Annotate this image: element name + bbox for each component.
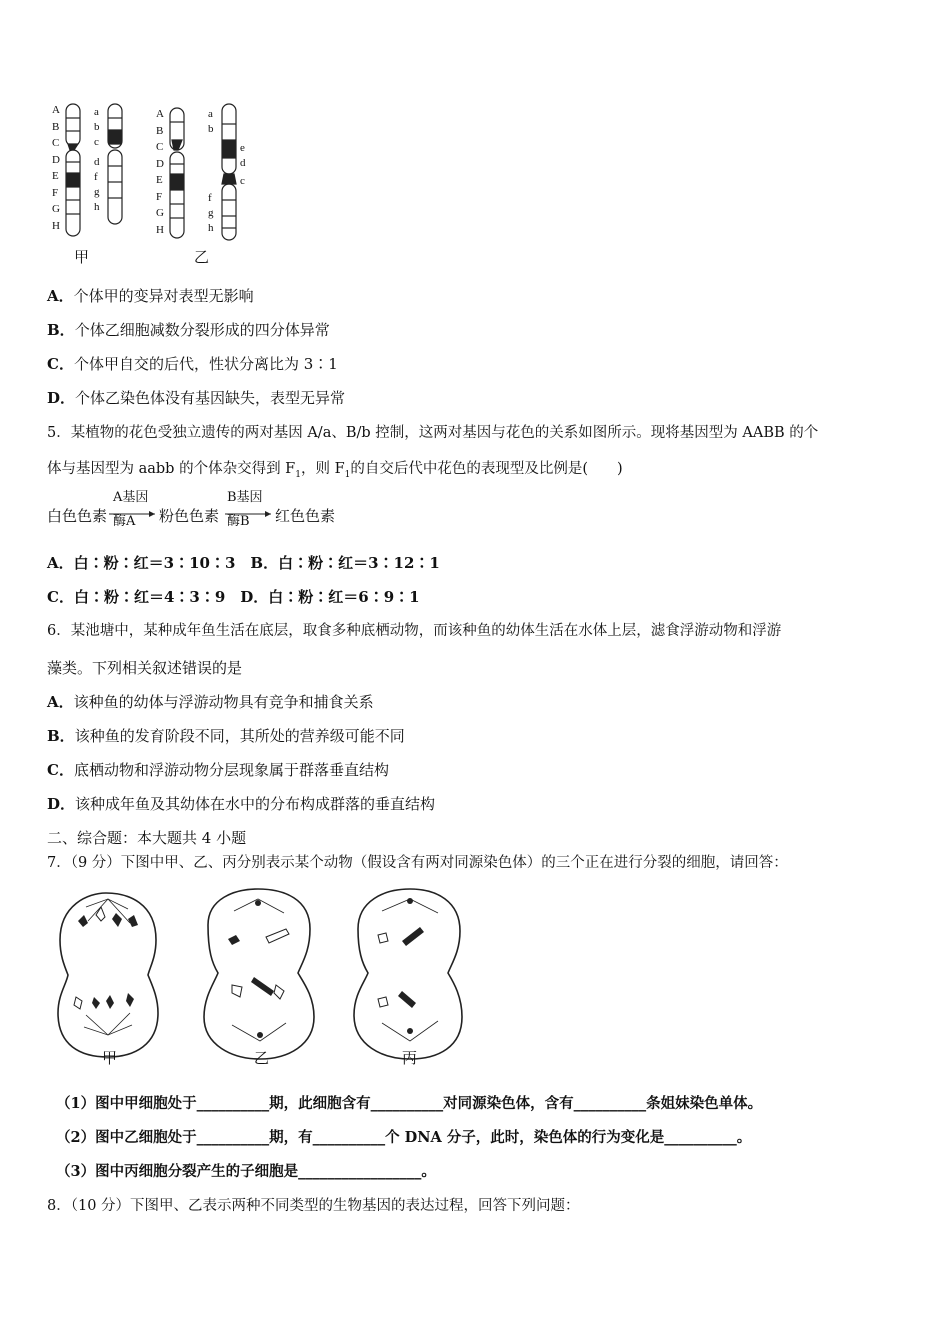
chromosome-figure	[40, 100, 260, 270]
q7-sub2: （2）图中乙细胞处于__________期，有__________个 DNA 分子，此时，染色体的行为变化是__________。	[56, 1129, 752, 1146]
option-text: 该种成年鱼及其幼体在水中的分布构成群落的垂直结构	[75, 795, 436, 813]
option-key: C．	[47, 761, 74, 779]
gene-b-label: B基因	[227, 490, 263, 505]
gene-label: h	[94, 201, 100, 213]
option-key: B．	[47, 727, 75, 745]
cell-jia-chromosomes	[74, 907, 138, 1009]
q6-stem-line2: 藻类。下列相关叙述错误的是	[47, 659, 243, 677]
gene-label: c	[94, 136, 99, 148]
gene-label: C	[156, 141, 164, 153]
gene-label: A	[156, 108, 164, 120]
q7-sub1: （1）图中甲细胞处于__________期，此细胞含有__________对同源染色体，含有__________条姐妹染色单体。	[56, 1095, 763, 1112]
gene-label: h	[208, 222, 214, 234]
cell-jia	[58, 893, 158, 1057]
chromosome-jia-right	[108, 104, 122, 224]
enzyme-b-label: 酶B	[227, 514, 250, 529]
gene-label: D	[52, 153, 60, 166]
option-text: 个体甲自交的后代，性状分离比为 3∶1	[73, 355, 338, 373]
option-text: 该种鱼的发育阶段不同，其所处的营养级可能不同	[74, 727, 405, 745]
gene-label: D	[156, 157, 164, 170]
cell-division-figure	[48, 885, 468, 1070]
subscript: 1	[295, 469, 301, 480]
q7-stem: 7．（9 分）下图中甲、乙、丙分别表示某个动物（假设含有两对同源染色体）的三个正在进行分裂的细胞，请回答：	[47, 855, 788, 871]
option-text: 该种鱼的幼体与浮游动物具有竞争和捕食关系	[73, 693, 374, 711]
q8-stem: 8．（10 分）下图甲、乙表示两种不同类型的生物基因的表达过程，回答下列问题：	[47, 1198, 580, 1214]
stem-text: ，则 F	[300, 461, 345, 477]
q5-options-line2: C．白∶粉∶红＝4∶3∶9 D．白∶粉∶红＝6∶9∶1	[47, 588, 420, 606]
pigment-white: 白色色素	[47, 507, 108, 525]
arrow-icon	[225, 509, 275, 519]
gene-label: F	[52, 186, 59, 199]
gene-label: e	[240, 142, 245, 154]
option-key: D．	[47, 795, 76, 813]
q5-stem-line2	[47, 459, 623, 485]
q5-stem-line1: 5．某植物的花色受独立遗传的两对基因 A/a、B/b 控制，这两对基因与花色的关系如图所示。现将基因型为 AABB 的个	[47, 425, 819, 441]
chromosome-yi-left	[170, 108, 184, 238]
gene-label: E	[52, 170, 59, 182]
gene-label: G	[156, 207, 164, 219]
chromosome-diagram	[40, 100, 260, 270]
gene-label: a	[208, 108, 213, 120]
option-key: A．	[47, 287, 74, 305]
cell-bing	[354, 889, 462, 1059]
option-text: 底栖动物和浮游动物分层现象属于群落垂直结构	[73, 761, 389, 779]
chromosome-jia-left	[66, 104, 80, 236]
stem-text: 体与基因型为 aabb 的个体杂交得到 F	[47, 461, 296, 477]
gene-label: f	[94, 171, 98, 183]
cell-caption-yi: 乙	[254, 1049, 270, 1067]
q7-sub3: （3）图中丙细胞分裂产生的子细胞是_________________。	[56, 1163, 436, 1180]
gene-label: E	[156, 174, 163, 186]
cell-caption-jia: 甲	[102, 1049, 118, 1067]
enzyme-a-label: 酶A	[113, 514, 136, 529]
gene-label: f	[208, 192, 212, 204]
option-text: 个体乙染色体没有基因缺失，表型无异常	[75, 389, 346, 407]
option-text: 个体乙细胞减数分裂形成的四分体异常	[74, 321, 330, 339]
figure-caption-yi: 乙	[194, 248, 210, 266]
q5-options-line1: A．白∶粉∶红＝3∶10∶3 B．白∶粉∶红＝3∶12∶1	[47, 554, 440, 572]
option-key: C．	[47, 355, 74, 373]
pigment-pink: 粉色色素	[159, 507, 220, 525]
q6-option-c	[47, 760, 389, 780]
gene-label: d	[94, 156, 100, 168]
gene-label: C	[52, 137, 60, 149]
figure-caption-jia: 甲	[74, 248, 90, 266]
gene-label: b	[94, 121, 100, 133]
option-key: B．	[47, 321, 75, 339]
jia-left-gene-labels	[52, 104, 64, 236]
q6-option-d	[47, 794, 435, 814]
gene-label: g	[94, 186, 100, 198]
cell-division-diagram	[48, 885, 468, 1070]
gene-a-label: A基因	[113, 490, 149, 505]
gene-label: F	[156, 190, 163, 203]
cell-bing-chromosomes	[378, 898, 424, 1034]
gene-label: a	[94, 106, 99, 118]
q4-option-b	[47, 320, 330, 340]
section-heading: 二、综合题：本大题共 4 小题	[47, 829, 247, 847]
yi-left-gene-labels	[156, 108, 168, 240]
jia-right-gene-labels	[94, 106, 106, 216]
option-text: 个体甲的变异对表型无影响	[73, 287, 254, 305]
q4-option-c	[47, 354, 338, 374]
option-key: D．	[47, 389, 76, 407]
gene-label: G	[52, 203, 60, 215]
q6-stem-line1: 6．某池塘中，某种成年鱼生活在底层，取食多种底栖动物，而该种鱼的幼体生活在水体上层，滤食浮游动物和浮游	[47, 623, 782, 639]
subscript: 1	[344, 469, 351, 480]
pigment-red: 红色色素	[275, 507, 336, 525]
yi-right-gene-labels-mid	[240, 142, 252, 190]
q6-option-a	[47, 692, 374, 712]
gene-label: B	[156, 124, 164, 137]
gene-label: H	[52, 219, 60, 232]
gene-label: g	[208, 207, 214, 219]
cell-caption-bing: 丙	[402, 1049, 418, 1067]
q4-option-d	[47, 388, 345, 408]
option-key: A．	[47, 693, 74, 711]
pigment-pathway	[47, 488, 367, 532]
q6-option-b	[47, 726, 405, 746]
yi-right-gene-labels-bottom	[208, 192, 220, 237]
stem-text: 的自交后代中花色的表现型及比例是( )	[350, 461, 623, 477]
gene-label: H	[156, 223, 164, 236]
q4-option-a	[47, 286, 254, 306]
gene-label: A	[52, 104, 60, 116]
chromosome-yi-right	[222, 104, 236, 240]
gene-label: B	[52, 120, 60, 133]
arrow-icon	[109, 509, 159, 519]
gene-label: c	[240, 175, 245, 187]
yi-right-gene-labels-top	[208, 108, 220, 138]
gene-label: d	[240, 157, 246, 169]
cell-yi-chromosomes	[228, 900, 289, 1038]
gene-label: b	[208, 123, 214, 135]
